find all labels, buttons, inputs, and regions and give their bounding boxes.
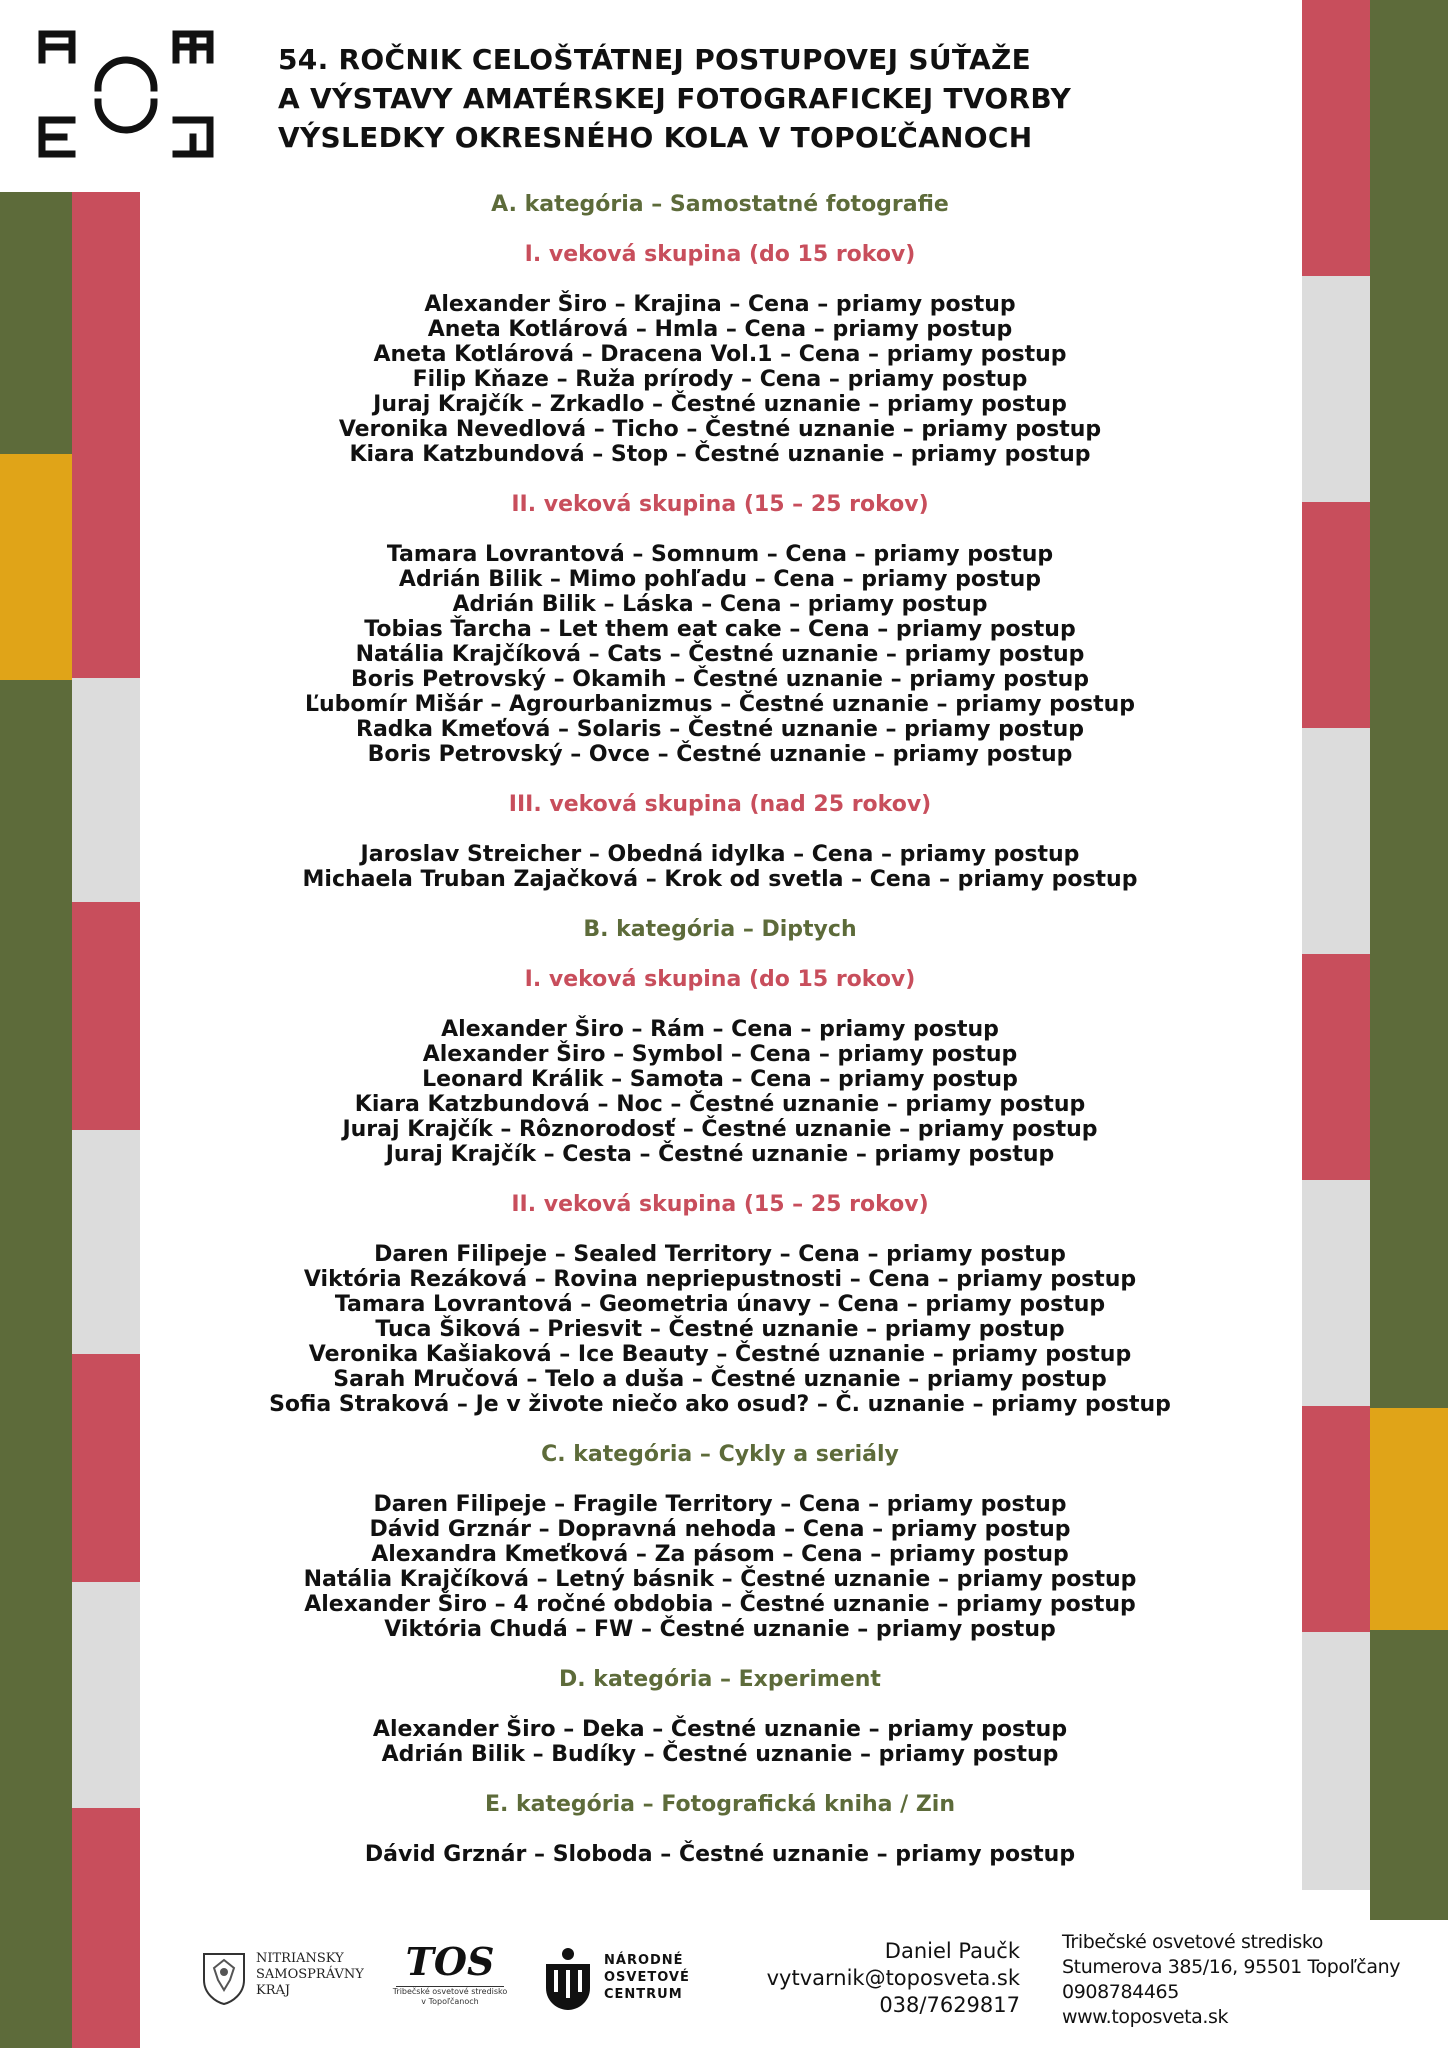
stripe xyxy=(72,1808,140,1920)
footer xyxy=(0,1920,1448,2048)
tos-caption-line: v Topoľčanoch xyxy=(421,1997,479,2006)
result-entry: Tamara Lovrantová – Somnum – Cena – priamy postup xyxy=(386,542,1054,567)
result-entry: Jaroslav Streicher – Obedná idylka – Cena – priamy postup xyxy=(360,842,1080,867)
stripe xyxy=(1302,728,1370,954)
stripe xyxy=(0,680,72,1920)
stripe xyxy=(72,902,140,1130)
stripe xyxy=(72,1582,140,1808)
category-heading: B. kategória – Diptych xyxy=(583,917,857,942)
org-website[interactable]: www.toposveta.sk xyxy=(1062,2006,1229,2028)
result-entry: Radka Kmeťová – Solaris – Čestné uznanie – priamy postup xyxy=(356,717,1084,742)
nsk-line: NITRIANSKY xyxy=(256,1951,344,1966)
result-entry: Juraj Krajčík – Zrkadlo – Čestné uznanie – priamy postup xyxy=(373,392,1067,417)
category-heading: A. kategória – Samostatné fotografie xyxy=(491,192,949,217)
title-line: 54. ROČNIK CELOŠTÁTNEJ POSTUPOVEJ SÚŤAŽE xyxy=(278,43,1032,76)
result-entry: Daren Filipeje – Fragile Territory – Cena – priamy postup xyxy=(373,1492,1067,1517)
result-entry: Alexander Širo – Rám – Cena – priamy postup xyxy=(441,1017,999,1042)
result-entry: Juraj Krajčík – Cesta – Čestné uznanie – priamy postup xyxy=(385,1142,1055,1167)
stripe xyxy=(1302,0,1370,276)
result-entry: Boris Petrovský – Okamih – Čestné uznanie – priamy postup xyxy=(350,667,1090,692)
stripe xyxy=(1302,1180,1370,1406)
result-entry: Dávid Grznár – Sloboda – Čestné uznanie – priamy postup xyxy=(364,1842,1076,1867)
spacer xyxy=(180,942,1260,967)
spacer xyxy=(180,1467,1260,1492)
result-entry: Veronika Kašiaková – Ice Beauty – Čestné uznanie – priamy postup xyxy=(308,1342,1132,1367)
result-entry: Aneta Kotlárová – Hmla – Cena – priamy postup xyxy=(427,317,1013,342)
result-entry: Alexandra Kmeťková – Za pásom – Cena – priamy postup xyxy=(371,1542,1069,1567)
result-entry: Alexander Širo – Krajina – Cena – priamy postup xyxy=(424,292,1016,317)
afo-logo-icon xyxy=(38,30,218,160)
result-entry: Michaela Truban Zajačková – Krok od svetla – Cena – priamy postup xyxy=(302,867,1138,892)
nsk-label xyxy=(256,1951,364,1999)
result-entry: Alexander Širo – Deka – Čestné uznanie – priamy postup xyxy=(372,1717,1068,1742)
stripe xyxy=(1370,1630,1448,1920)
result-entry: Kiara Katzbundová – Noc – Čestné uznanie – priamy postup xyxy=(354,1092,1086,1117)
spacer xyxy=(180,467,1260,492)
stripe xyxy=(0,454,72,680)
category-heading: C. kategória – Cykly a seriály xyxy=(541,1442,899,1467)
stripe xyxy=(72,678,140,902)
result-entry: Sofia Straková – Je v živote niečo ako osud? – Č. uznanie – priamy postup xyxy=(269,1392,1171,1417)
result-entry: Sarah Mručová – Telo a duša – Čestné uznanie – priamy postup xyxy=(333,1367,1107,1392)
result-entry: Leonard Králik – Samota – Cena – priamy postup xyxy=(422,1067,1018,1092)
noc-tulip-logo-icon xyxy=(540,1946,596,2012)
spacer xyxy=(180,1767,1260,1792)
result-entry: Dávid Grznár – Dopravná nehoda – Cena – priamy postup xyxy=(369,1517,1071,1542)
org-name: Tribečské osvetové stredisko xyxy=(1062,1931,1323,1953)
result-entry: Viktória Rezáková – Rovina nepriepustnosti – Cena – priamy postup xyxy=(303,1267,1137,1292)
spacer xyxy=(180,817,1260,842)
result-entry: Alexander Širo – 4 ročné obdobia – Čestné uznanie – priamy postup xyxy=(304,1592,1136,1617)
stripe xyxy=(72,1130,140,1354)
category-heading: D. kategória – Experiment xyxy=(559,1667,881,1692)
age-group-heading: I. veková skupina (do 15 rokov) xyxy=(524,967,916,992)
result-entry: Filip Kňaze – Ruža prírody – Cena – priamy postup xyxy=(412,367,1028,392)
title-line: VÝSLEDKY OKRESNÉHO KOLA V TOPOĽČANOCH xyxy=(278,121,1033,154)
title-line: A VÝSTAVY AMATÉRSKEJ FOTOGRAFICKEJ TVORBY xyxy=(278,82,1072,115)
spacer xyxy=(180,1642,1260,1667)
org-address: Stumerova 385/16, 95501 Topoľčany xyxy=(1062,1956,1401,1978)
spacer xyxy=(180,1417,1260,1442)
spacer xyxy=(180,1217,1260,1242)
spacer xyxy=(180,517,1260,542)
result-entry: Natália Krajčíková – Letný básnik – Čestné uznanie – priamy postup xyxy=(303,1567,1137,1592)
result-entry: Tamara Lovrantová – Geometria únavy – Cena – priamy postup xyxy=(334,1292,1106,1317)
stripe xyxy=(1302,954,1370,1180)
result-entry: Daren Filipeje – Sealed Territory – Cena – priamy postup xyxy=(374,1242,1066,1267)
spacer xyxy=(180,892,1260,917)
tos-caption-line: Tribečské osvetové stredisko xyxy=(392,1987,508,1996)
noc-line: CENTRUM xyxy=(604,1987,683,2002)
noc-line: NÁRODNÉ xyxy=(604,1953,684,1968)
page-title xyxy=(278,40,1278,157)
stripe xyxy=(1302,502,1370,728)
spacer xyxy=(180,267,1260,292)
age-group-heading: I. veková skupina (do 15 rokov) xyxy=(524,242,916,267)
org-phone: 0908784465 xyxy=(1062,1981,1179,2003)
stripe xyxy=(72,192,140,678)
contact-block xyxy=(700,1938,1020,2019)
stripe xyxy=(72,1354,140,1582)
result-entry: Natália Krajčíková – Cats – Čestné uznanie – priamy postup xyxy=(355,642,1085,667)
stripe xyxy=(1370,1408,1448,1630)
result-entry: Adrián Bilik – Budíky – Čestné uznanie – priamy postup xyxy=(381,1742,1059,1767)
stripe xyxy=(1302,1632,1370,1890)
result-entry: Kiara Katzbundová – Stop – Čestné uznanie – priamy postup xyxy=(349,442,1091,467)
spacer xyxy=(180,1167,1260,1192)
contact-name: Daniel Paučk xyxy=(884,1939,1020,1963)
result-entry: Veronika Nevedlová – Ticho – Čestné uznanie – priamy postup xyxy=(338,417,1102,442)
contact-phone: 038/7629817 xyxy=(879,1993,1020,2017)
stripe xyxy=(0,192,72,454)
result-entry: Tuca Šiková – Priesvit – Čestné uznanie – priamy postup xyxy=(375,1317,1065,1342)
noc-label xyxy=(604,1952,690,2003)
stripe xyxy=(1302,1406,1370,1632)
result-entry: Juraj Krajčík – Rôznorodosť – Čestné uznanie – priamy postup xyxy=(342,1117,1098,1142)
organization-block xyxy=(1062,1930,1400,2030)
noc-line: OSVETOVÉ xyxy=(604,1970,690,1985)
stripe xyxy=(1370,0,1448,1408)
result-entry: Viktória Chudá – FW – Čestné uznanie – priamy postup xyxy=(384,1617,1056,1642)
nsk-line: SAMOSPRÁVNY xyxy=(256,1967,364,1982)
result-entry: Ľubomír Mišár – Agrourbanizmus – Čestné uznanie – priamy postup xyxy=(304,692,1136,717)
nsk-line: KRAJ xyxy=(256,1983,291,1998)
age-group-heading: III. veková skupina (nad 25 rokov) xyxy=(508,792,932,817)
stripe xyxy=(1302,276,1370,502)
contact-email[interactable]: vytvarnik@toposveta.sk xyxy=(766,1966,1020,1990)
category-heading: E. kategória – Fotografická kniha / Zin xyxy=(484,1792,956,1817)
results-list xyxy=(180,192,1260,1867)
tos-logo-text: TOS xyxy=(405,1939,495,1984)
result-entry: Adrián Bilik – Láska – Cena – priamy postup xyxy=(452,592,988,617)
result-entry: Boris Petrovský – Ovce – Čestné uznanie – priamy postup xyxy=(367,742,1073,767)
spacer xyxy=(180,992,1260,1017)
result-entry: Tobias Ťarcha – Let them eat cake – Cena – priamy postup xyxy=(364,617,1076,642)
result-entry: Adrián Bilik – Mimo pohľadu – Cena – priamy postup xyxy=(398,567,1042,592)
spacer xyxy=(180,217,1260,242)
nsk-coat-of-arms-icon xyxy=(200,1950,248,2006)
spacer xyxy=(180,1692,1260,1717)
age-group-heading: II. veková skupina (15 – 25 rokov) xyxy=(511,492,929,517)
result-entry: Aneta Kotlárová – Dracena Vol.1 – Cena – priamy postup xyxy=(373,342,1067,367)
age-group-heading: II. veková skupina (15 – 25 rokov) xyxy=(511,1192,929,1217)
tos-logo-icon xyxy=(390,1940,510,2007)
spacer xyxy=(180,1817,1260,1842)
result-entry: Alexander Širo – Symbol – Cena – priamy postup xyxy=(422,1042,1018,1067)
spacer xyxy=(180,767,1260,792)
